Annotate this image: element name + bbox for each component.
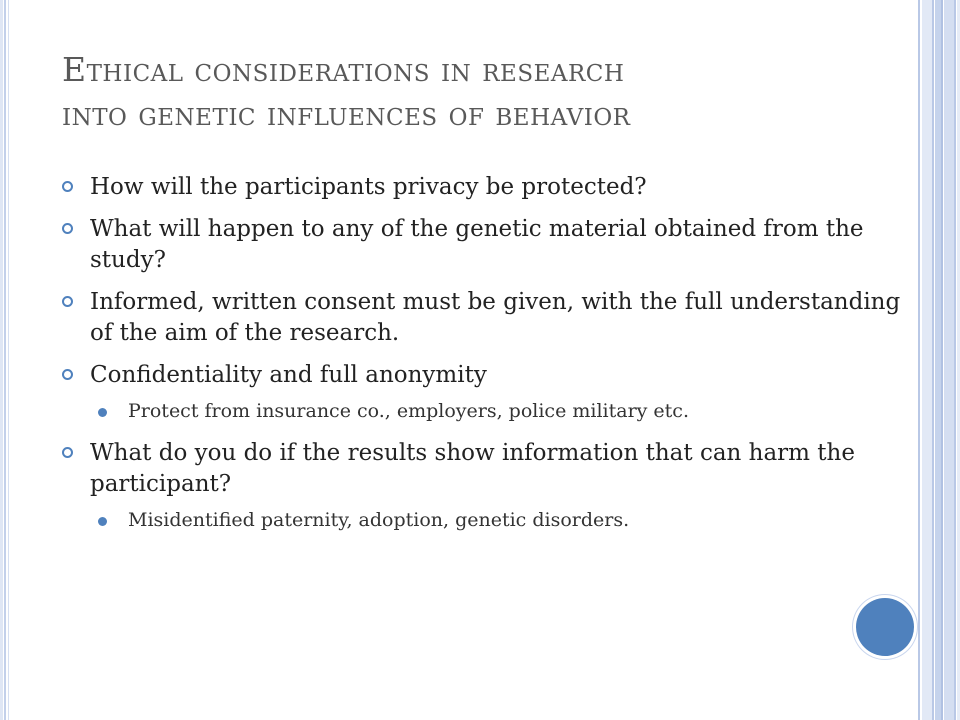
bullet-item xyxy=(62,287,902,349)
right-border-stripe xyxy=(944,0,954,720)
left-border-stripe xyxy=(4,0,6,720)
dot-bullet-icon xyxy=(98,517,107,526)
right-border-stripe xyxy=(941,0,943,720)
slide-title xyxy=(62,48,902,136)
ring-bullet-icon xyxy=(62,296,73,307)
ring-bullet-icon xyxy=(62,181,73,192)
bullet-text: Informed, written consent must be given, with the full understanding of the aim of the research. xyxy=(90,289,901,346)
bullet-item xyxy=(62,360,902,391)
right-border-stripe xyxy=(954,0,956,720)
right-border-stripe xyxy=(918,0,920,720)
bullet-text: Confidentiality and full anonymity xyxy=(90,362,487,388)
left-decorative-border xyxy=(0,0,12,720)
bullet-item xyxy=(62,172,902,203)
sub-bullet-item xyxy=(62,507,902,534)
ring-bullet-icon xyxy=(62,447,73,458)
sub-bullet-text: Protect from insurance co., employers, police military etc. xyxy=(128,400,689,422)
ring-bullet-icon xyxy=(62,369,73,380)
right-border-stripe xyxy=(932,0,934,720)
bullet-text: What do you do if the results show information that can harm the participant? xyxy=(90,440,855,497)
bullet-text: What will happen to any of the genetic material obtained from the study? xyxy=(90,216,864,273)
bullet-item xyxy=(62,438,902,500)
ring-bullet-icon xyxy=(62,223,73,234)
slide-content xyxy=(62,172,902,547)
sub-bullet-item xyxy=(62,398,902,425)
decorative-circle xyxy=(856,598,914,656)
bullet-item xyxy=(62,214,902,276)
dot-bullet-icon xyxy=(98,408,107,417)
slide-title-line-2: into genetic influences of behavior xyxy=(62,94,631,133)
slide-title-line-1: Ethical considerations in research xyxy=(62,50,625,89)
left-border-stripe xyxy=(0,0,3,720)
right-decorative-border xyxy=(918,0,960,720)
left-border-stripe xyxy=(8,0,9,720)
sub-bullet-text: Misidentified paternity, adoption, genetic disorders. xyxy=(128,509,630,531)
bullet-text: How will the participants privacy be protected? xyxy=(90,174,647,200)
right-border-stripe xyxy=(922,0,932,720)
